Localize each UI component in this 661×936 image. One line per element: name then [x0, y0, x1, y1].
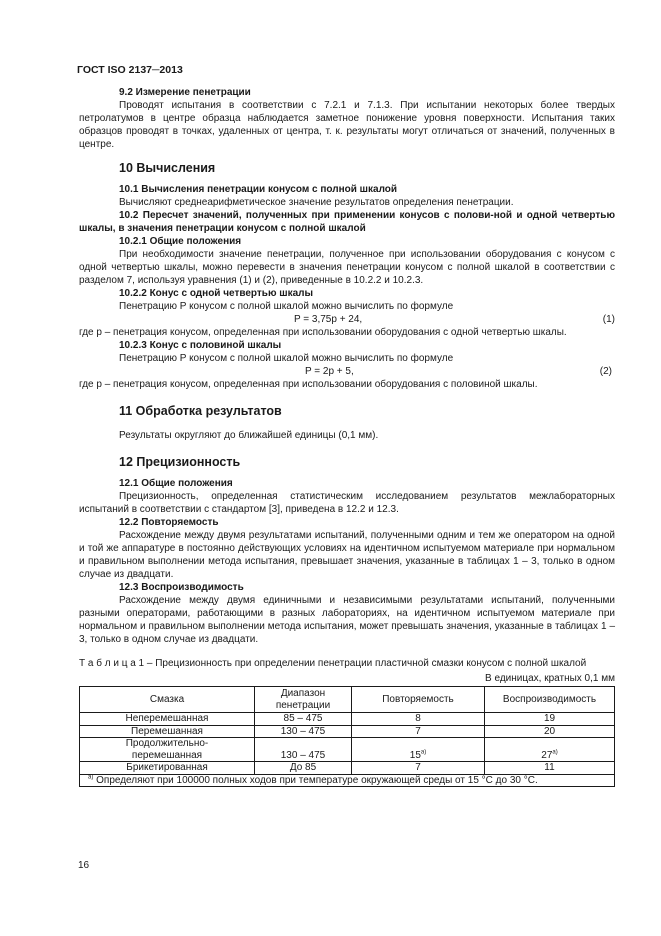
- table-cell: Продолжительно-перемешанная: [80, 738, 255, 762]
- table-cell: 11: [485, 762, 615, 775]
- page-number: 16: [78, 860, 90, 871]
- section-12-2-text: Расхождение между двумя результатами испытаний, полученными одним и тем же оператором на одной и той же аппаратуре в постоянно действующих условиях на идентичном испытуемом материале при нормальном и правильном выполнении метода испытания, превышает значения, указанные в таблицах 1 – 3, только в одном случае из двадцати.: [79, 530, 615, 580]
- section-12-1-text: Прецизионность, определенная статистическим исследованием результатов межлабораторных испытаний в соответствии с стандартом [3], приведена в 12.2 и 12.3.: [79, 491, 615, 515]
- table-cell: 7: [352, 725, 485, 738]
- section-10-1-text: Вычисляют среднеарифметическое значение результатов определения пенетрации.: [119, 197, 514, 208]
- formula-1-number: (1): [602, 314, 615, 325]
- section-10-2-heading: 10.2 Пересчет значений, полученных при применении конусов с полови-ной и одной четвертью шкалы, в значения пенетрации конусом с полной шкалой: [79, 210, 615, 234]
- table-cell: 8: [352, 713, 485, 726]
- table-cell-value: 27: [541, 749, 553, 761]
- section-10-2-3-intro: Пенетрацию P конусом с полной шкалой можно вычислить по формуле: [119, 353, 454, 364]
- page-header: ГОСТ ISO 2137─2013: [77, 64, 183, 76]
- footnote-marker: a): [420, 749, 427, 756]
- table-cell: 7: [352, 762, 485, 775]
- formula-1: [79, 313, 615, 326]
- table-row: [80, 762, 615, 775]
- formula-1-expression: P = 3,75p + 24,: [294, 314, 363, 325]
- footnote-marker: a): [552, 749, 558, 756]
- table-cell: До 85: [255, 762, 352, 775]
- table-header-cell: Диапазон пенетрации: [255, 687, 352, 713]
- footnote-marker: a): [88, 774, 94, 781]
- table-header-cell: Смазка: [80, 687, 255, 713]
- table-1-units: В единицах, кратных 0,1 мм: [485, 673, 615, 684]
- table-cell: Брикетированная: [80, 762, 255, 775]
- table-cell: [352, 738, 485, 762]
- section-12-3-heading: 12.3 Воспроизводимость: [119, 582, 244, 593]
- section-10-2-3-heading: 10.2.3 Конус с половиной шкалы: [119, 340, 282, 351]
- formula-1-where: где p – пенетрация конусом, определенная при использовании оборудования с одной четвертью шкалы.: [79, 327, 567, 338]
- table-footnote-cell: [80, 774, 615, 787]
- table-cell: [485, 738, 615, 762]
- table-cell: 130 – 475: [255, 725, 352, 738]
- table-header-cell: Воспроизводимость: [485, 687, 615, 713]
- table-cell: Перемешанная: [80, 725, 255, 738]
- section-11-heading: 11 Обработка результатов: [119, 404, 282, 418]
- formula-2: [79, 365, 615, 378]
- formula-2-expression: P = 2p + 5,: [305, 366, 354, 377]
- section-12-heading: 12 Прецизионность: [119, 455, 241, 469]
- precision-table: [79, 686, 615, 787]
- formula-2-where: где p – пенетрация конусом, определенная при использовании оборудования с половиной шкалы.: [79, 379, 538, 390]
- table-header-row: [80, 687, 615, 713]
- section-10-heading: 10 Вычисления: [119, 161, 216, 175]
- section-12-1-heading: 12.1 Общие положения: [119, 478, 233, 489]
- table-header-cell: Повторяемость: [352, 687, 485, 713]
- table-row: [80, 713, 615, 726]
- section-12-3-text: Расхождение между двумя единичными и независимыми результатами испытаний, полученными разными операторами, работающими в разных лабораториях, на идентичном испытуемом материале при нормальном и правильном выполнении метода испытания, может превышать значения, указанные в таблицах 1 – 3, только в одном случае из двадцати.: [79, 595, 615, 645]
- table-cell-value: 15: [409, 749, 421, 761]
- section-9-2-heading: 9.2 Измерение пенетрации: [119, 87, 251, 98]
- formula-2-number: (2): [599, 366, 612, 377]
- section-10-2-2-intro: Пенетрацию P конусом с полной шкалой можно вычислить по формуле: [119, 301, 454, 312]
- table-row: [80, 738, 615, 762]
- table-footnote-row: [80, 774, 615, 787]
- section-9-2-text: Проводят испытания в соответствии с 7.2.1 и 7.1.3. При испытании некоторых более твердых петролатумов в центре образца наблюдается заметное понижение уровня поверхности. Испытания таких образцов проводят в точках, удаленных от центра, т. к. результаты могут отличаться от значений, полученных в центре.: [79, 100, 615, 150]
- table-footnote: Определяют при 100000 полных ходов при температуре окружающей среды от 15 °C до 30 °C.: [96, 774, 538, 786]
- section-12-2-heading: 12.2 Повторяемость: [119, 517, 219, 528]
- document-body: [79, 86, 615, 787]
- section-10-2-1-heading: 10.2.1 Общие положения: [119, 236, 242, 247]
- table-cell: 130 – 475: [255, 738, 352, 762]
- table-cell: Неперемешанная: [80, 713, 255, 726]
- section-10-2-1-text: При необходимости значение пенетрации, полученное при использовании оборудования с конусом с одной четвертью шкалы, можно перевести в значения пенетрации конусом с полной шкалой в соответствии с разделом 7, используя уравнения (1) и (2), приведенные в 10.2.2 и 10.2.3.: [79, 249, 615, 286]
- table-row: [80, 725, 615, 738]
- section-10-1-heading: 10.1 Вычисления пенетрации конусом с полной шкалой: [119, 184, 398, 195]
- table-cell: 20: [485, 725, 615, 738]
- table-cell: 19: [485, 713, 615, 726]
- section-11-text: Результаты округляют до ближайшей единицы (0,1 мм).: [119, 430, 379, 441]
- table-cell: 85 – 475: [255, 713, 352, 726]
- section-10-2-2-heading: 10.2.2 Конус с одной четвертью шкалы: [119, 288, 314, 299]
- table-1-caption: Т а б л и ц а 1 – Прецизионность при определении пенетрации пластичной смазки конусом с полной шкалой: [79, 658, 587, 669]
